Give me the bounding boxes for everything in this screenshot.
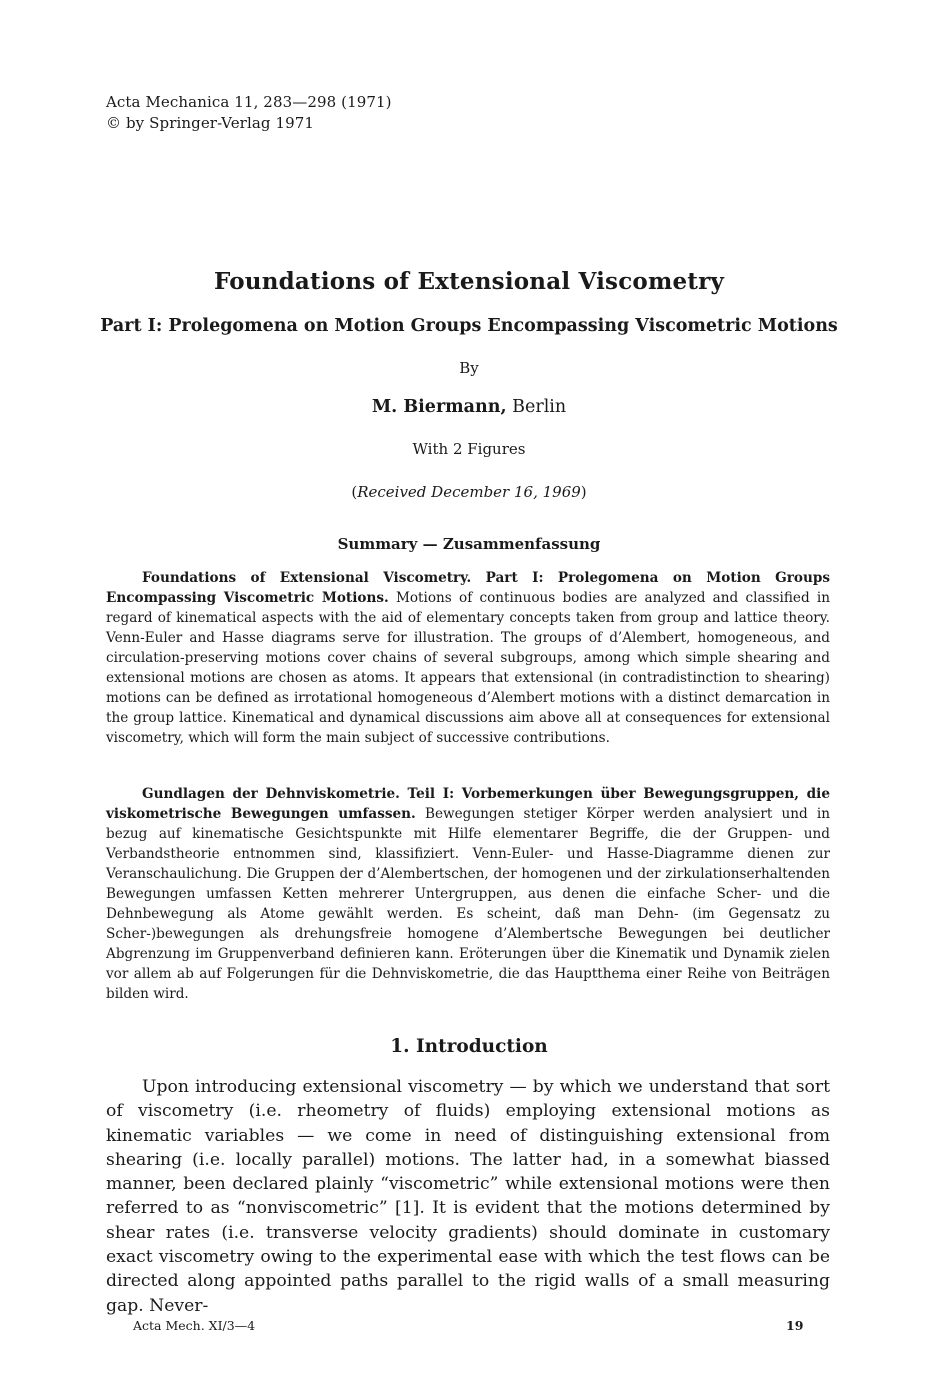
abstract-german-title: Gundlagen der Dehnviskometrie. Teil I: Vorbemerkungen über Bewegungsgruppen, die viskometrische Bewegungen umfassen. xyxy=(106,786,830,822)
author-line xyxy=(0,397,938,417)
author-place: Berlin xyxy=(506,397,567,417)
received-date xyxy=(0,483,938,501)
abstract-english-text: Motions of continuous bodies are analyzed and classified in regard of kinematical aspects with the aid of elementary concepts taken from group and lattice theory. Venn-Euler and Hasse diagrams serve for illustration. The groups of d’Alembert, homogeneous, and circulation-preserving motions cover chains of several subgroups, among which simple shearing and extensional motions are chosen as atoms. It appears that extensional (in contradistinction to shearing) motions can be defined as irrotational homogeneous d’Alembert motions with a distinct demarcation in the group lattice. Kinematical and dynamical discussions aim above all at consequences for extensional viscometry, which will form the main subject of successive contributions. xyxy=(106,590,830,746)
abstract-german-text: Bewegungen stetiger Körper werden analysiert und in bezug auf kinematische Gesichtspunkte mit Hilfe elementarer Begriffe, die der Gruppen- und Verbandstheorie entnommen sind, klassifiziert. Venn-Euler- und Hasse-Diagramme dienen zur Veranschaulichung. Die Gruppen der d’Alembertschen, der homogenen und der zirkulationserhaltenden Bewegungen umfassen Ketten mehrerer Untergruppen, aus denen die einfache Scher- und die Dehnbewegung als Atome gewählt werden. Es scheint, daß man Dehn- (im Gegensatz zu Scher-)bewegungen als drehungsfreie homogene d’Alembertsche Bewegungen bei deutlicher Abgrenzung im Gruppenverband definieren kann. Eröterungen über die Kinematik und Dynamik zielen vor allem ab auf Folgerungen für die Dehnviskometrie, die das Hauptthema einer Reihe von Beiträgen bilden wird. xyxy=(106,806,831,1002)
abstract-german xyxy=(106,784,830,1004)
author-name: M. Biermann, xyxy=(371,397,507,417)
journal-citation: Acta Mechanica 11, 283—298 (1971) xyxy=(106,93,392,111)
page-number: 19 xyxy=(786,1318,804,1333)
article-subtitle: Part I: Prolegomena on Motion Groups Encompassing Viscometric Motions xyxy=(100,316,838,336)
received-text: Received December 16, 1969 xyxy=(357,483,581,501)
journal-header xyxy=(106,92,392,134)
section-heading-introduction: 1. Introduction xyxy=(390,1036,548,1057)
footer-journal-issue: Acta Mech. XI/3—4 xyxy=(133,1318,256,1333)
introduction-paragraph: Upon introducing extensional viscometry — by which we understand that sort of viscometry (i.e. rheometry of fluids) employing extensional motions as kinematic variables — we come in need of distinguishing extensional from shearing (i.e. locally parallel) motions. The latter had, in a somewhat biassed manner, been declared plainly “viscometric” while extensional motions were then referred to as “nonviscometric” [1]. It is evident that the motions determined by shear rates (i.e. transverse velocity gradients) should dominate in customary exact viscometry owing to the experimental ease with which the test flows can be directed along appointed paths parallel to the rigid walls of a small measuring gap. Never- xyxy=(106,1077,830,1316)
abstract-english xyxy=(106,568,830,748)
received-close-paren: ) xyxy=(580,483,587,501)
copyright-notice: © by Springer-Verlag 1971 xyxy=(106,114,315,132)
by-line: By xyxy=(459,359,479,377)
figures-note: With 2 Figures xyxy=(412,440,526,458)
abstract-english-title: Foundations of Extensional Viscometry. Part I: Prolegomena on Motion Groups Encompassing Viscometric Motions. xyxy=(106,570,830,606)
summary-heading: Summary — Zusammenfassung xyxy=(337,535,601,553)
article-title: Foundations of Extensional Viscometry xyxy=(213,268,725,295)
received-open-paren: ( xyxy=(351,483,358,501)
